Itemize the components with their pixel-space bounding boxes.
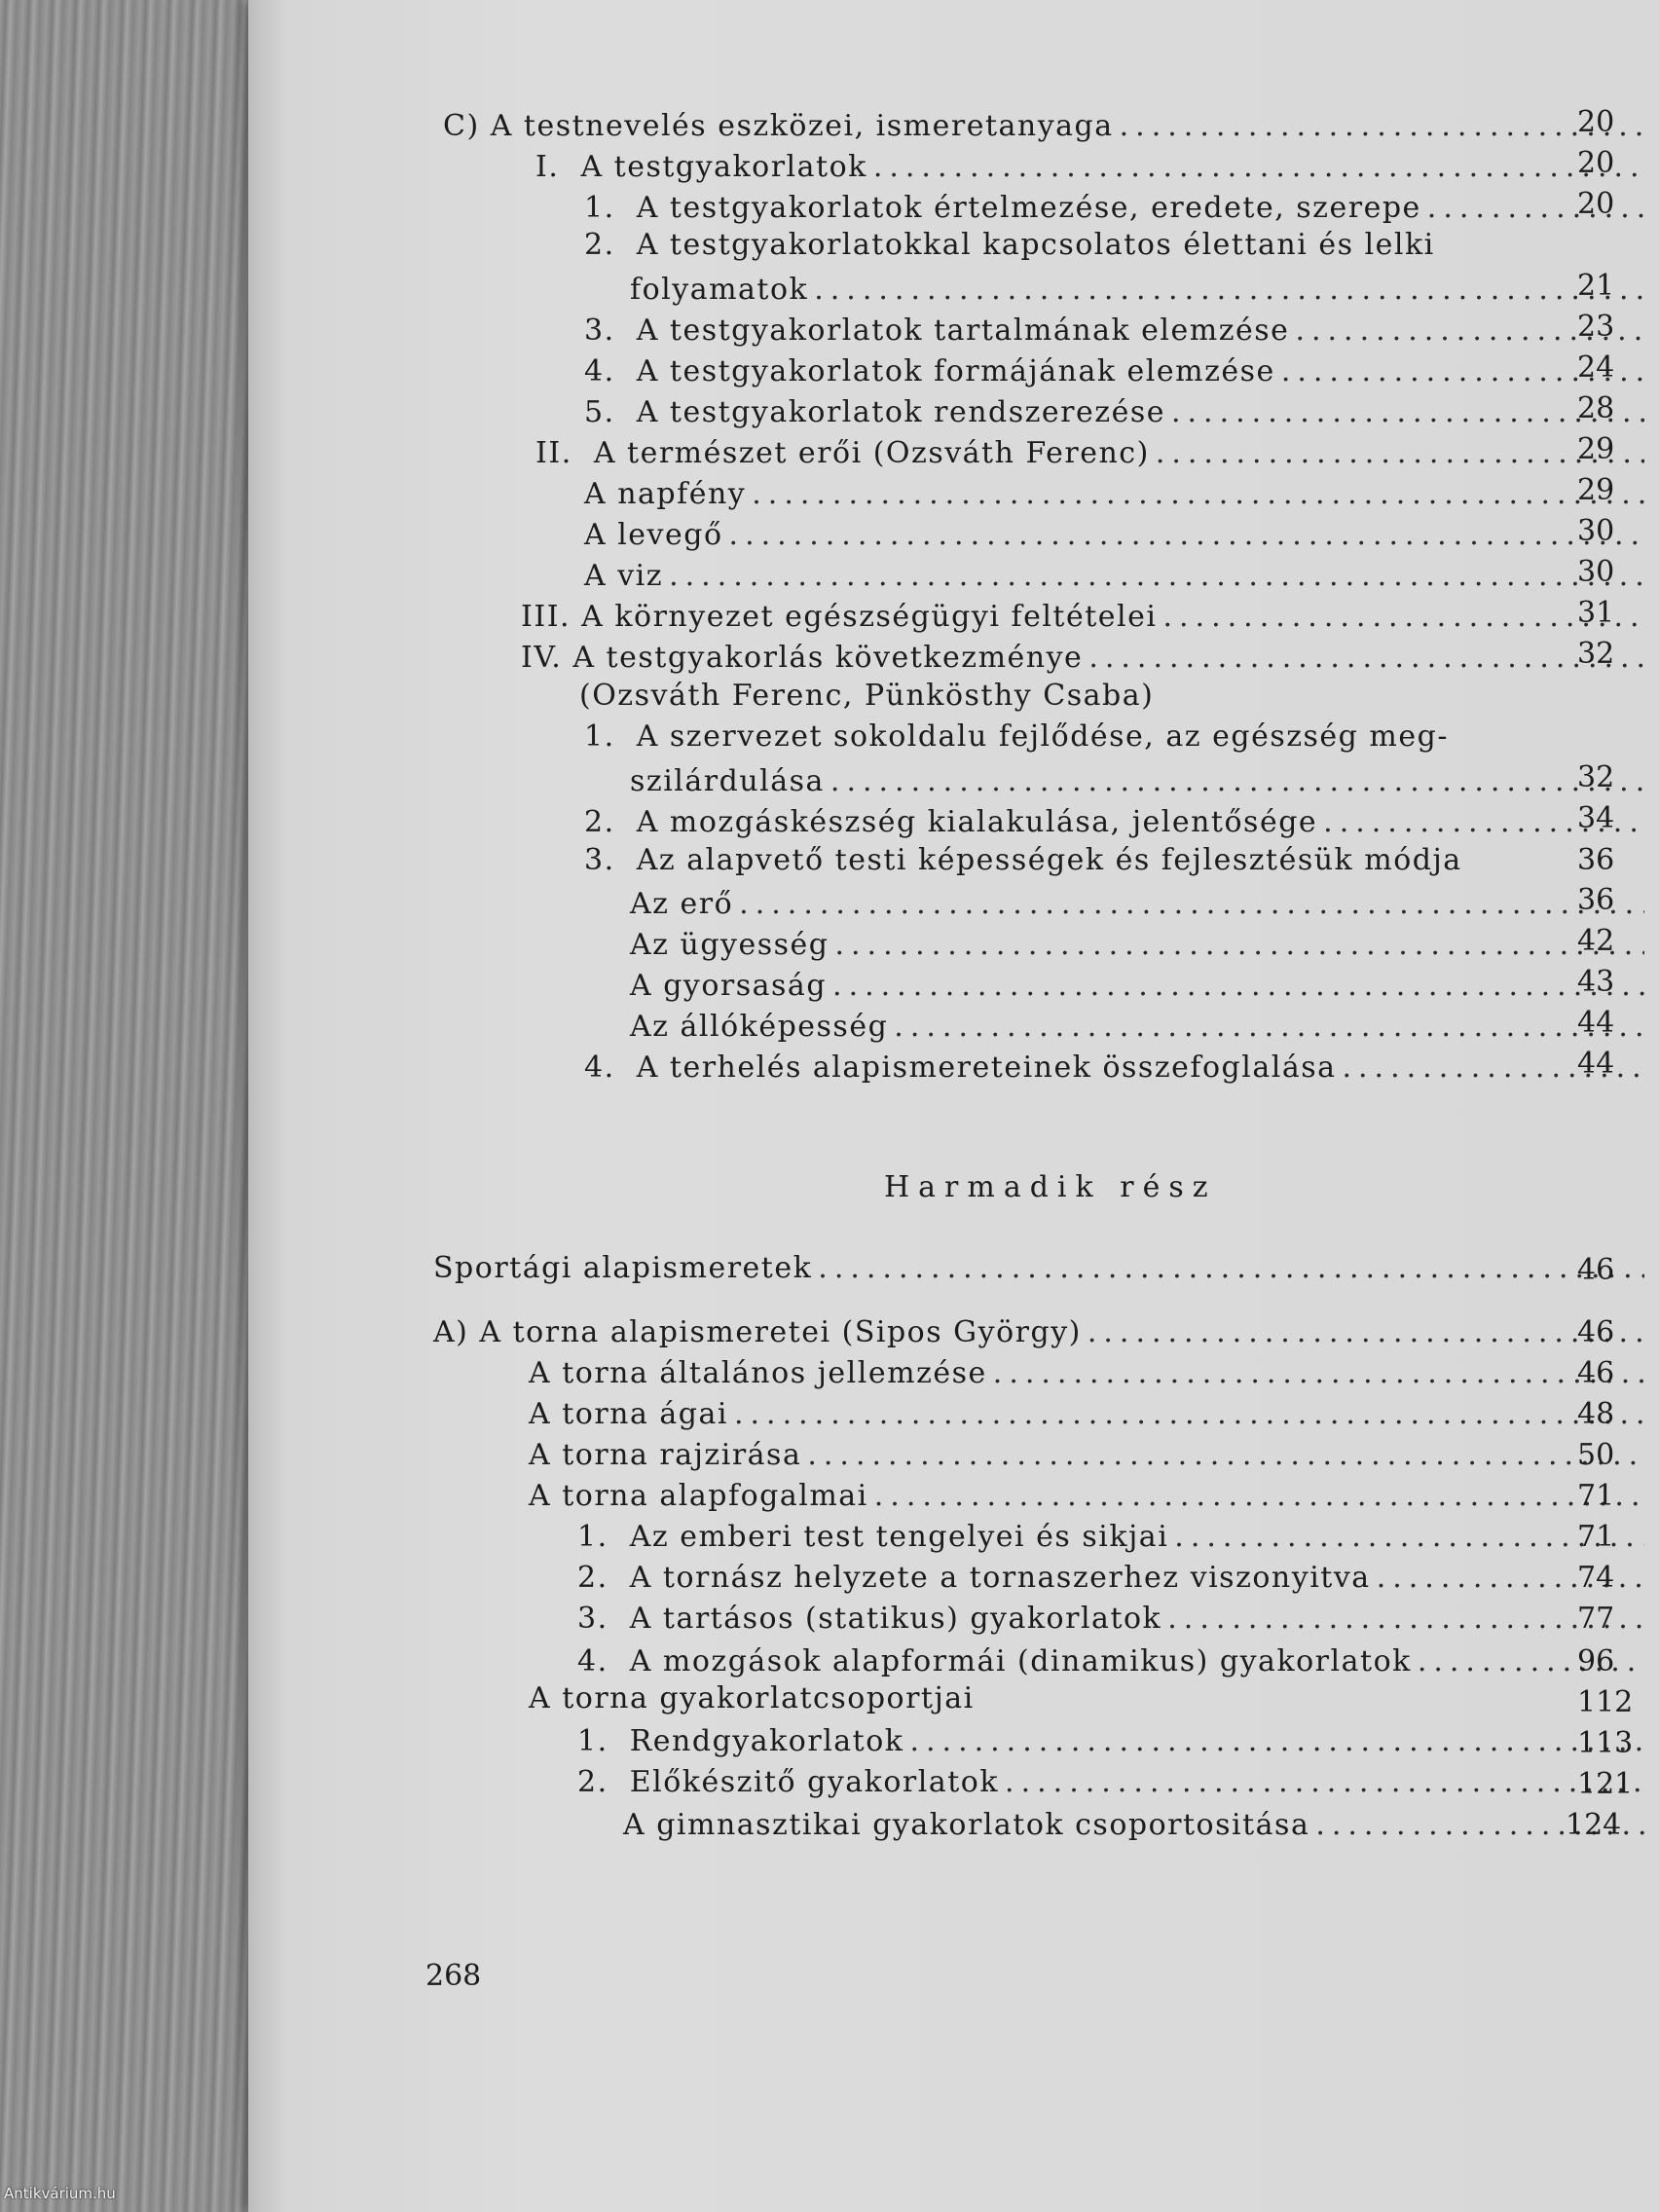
toc-page-number: 24: [1577, 350, 1615, 385]
toc-entry-number: 1.: [577, 1724, 608, 1758]
leader-dots: [1088, 641, 1644, 675]
toc-entry-number: A): [433, 1315, 469, 1349]
toc-page-number: 32: [1577, 637, 1615, 671]
toc-entry-title: A testgyakorlatok: [580, 150, 867, 184]
toc-entry-number: 3.: [584, 843, 615, 877]
toc-page-number: 36: [1577, 883, 1615, 917]
toc-entry: [529, 1351, 1650, 1390]
toc-page-number: 21: [1577, 269, 1615, 303]
toc-page-number: 50: [1577, 1438, 1615, 1472]
toc-entry-title: szilárdulása: [630, 764, 825, 798]
toc-entry: [630, 1005, 1650, 1044]
page-number: 268: [425, 1959, 482, 1993]
toc-entry-title: A gyorsaság: [630, 969, 828, 1003]
toc-entry-title: A terhelés alapismereteinek összefoglalása: [636, 1051, 1337, 1085]
toc-page-number: 44: [1577, 1006, 1615, 1040]
leader-dots: [752, 477, 1644, 511]
leader-dots: [909, 1724, 1644, 1758]
leader-dots: [814, 273, 1644, 307]
toc-page-number: 42: [1577, 924, 1615, 958]
toc-page-number: 29: [1577, 473, 1615, 507]
toc-page-number: 77: [1577, 1602, 1615, 1636]
leader-dots: [1167, 1602, 1644, 1636]
toc-entry: [630, 759, 1650, 798]
toc-entry-title: A testgyakorlatok formájának elemzése: [636, 354, 1275, 388]
leader-dots: [830, 764, 1644, 798]
toc-page-number: 31: [1577, 596, 1615, 630]
toc-page-number: 71: [1577, 1520, 1615, 1554]
toc-page-number: 34: [1577, 801, 1615, 835]
leader-dots: [1162, 600, 1644, 634]
toc-entry-number: 4.: [577, 1644, 608, 1678]
toc-entry: [577, 1760, 1650, 1799]
table-background: [0, 0, 263, 2212]
toc-entry-title: Az ügyesség: [630, 928, 830, 962]
toc-entry-title: A torna gyakorlatcsoportjai: [529, 1681, 975, 1715]
toc-entry: [577, 1556, 1650, 1595]
toc-entry: [584, 472, 1650, 511]
toc-page-number: 23: [1577, 310, 1615, 344]
leader-dots: [807, 1438, 1644, 1472]
leader-dots: [1120, 109, 1644, 143]
toc-entry-number: 3.: [584, 313, 615, 348]
toc-entry: [630, 923, 1650, 962]
part-heading: Harmadik rész: [884, 1170, 1217, 1204]
toc-entry-title: folyamatok: [630, 273, 809, 307]
toc-entry-number: 4.: [584, 1051, 615, 1085]
toc-page-number: 112: [1577, 1685, 1634, 1719]
leader-dots: [669, 559, 1644, 593]
leader-dots: [818, 1251, 1644, 1285]
toc-entry-title: A torna alapfogalmai: [529, 1479, 868, 1513]
toc-entry-title: A torna rajzirása: [529, 1438, 802, 1472]
toc-entry: [584, 554, 1650, 593]
book-page: [248, 0, 1659, 2212]
toc-entry: [521, 595, 1650, 634]
toc-page-number: 30: [1577, 514, 1615, 548]
toc-entry-number: I.: [535, 150, 560, 184]
toc-entry: [577, 1515, 1650, 1554]
toc-entry-authors: (Ozsváth Ferenc, Pünkösthy Csaba): [579, 679, 1155, 713]
toc-entry: [623, 1803, 1650, 1842]
toc-entry-number: 4.: [584, 354, 615, 388]
toc-page-number: 28: [1577, 391, 1615, 425]
toc-entry-title: A testnevelés eszközei, ismeretanyaga: [490, 109, 1114, 143]
toc-page-number: 46: [1577, 1315, 1615, 1349]
toc-entry: [630, 268, 1650, 307]
toc-page-number: 113: [1577, 1726, 1634, 1760]
toc-entry-number: 1.: [577, 1520, 608, 1554]
toc-entry: [584, 350, 1650, 388]
toc-entry: [535, 431, 1650, 470]
leader-dots: [894, 1010, 1644, 1044]
toc-entry-title: A testgyakorlatok értelmezése, eredete, szerepe: [636, 191, 1421, 225]
toc-page-number: 74: [1577, 1561, 1615, 1595]
leader-dots: [1174, 1520, 1644, 1554]
watermark: Antikvárium.hu: [4, 2185, 116, 2202]
toc-entry-title: Előkészitő gyakorlatok: [629, 1765, 1000, 1799]
toc-entry-title: A napfény: [584, 477, 747, 511]
leader-dots: [739, 887, 1644, 921]
toc-entry-title: A testgyakorlatokkal kapcsolatos élettani és lelki: [636, 228, 1435, 262]
toc-entry: [584, 719, 1449, 754]
toc-entry-title: A testgyakorlás következménye: [572, 641, 1084, 675]
toc-entry: [529, 1474, 1650, 1513]
toc-entry: [584, 513, 1650, 552]
leader-dots: [1156, 436, 1644, 470]
toc-entry-title: A tartásos (statikus) gyakorlatok: [629, 1602, 1162, 1636]
toc-entry-number: 1.: [584, 719, 615, 754]
toc-page-number: 121: [1577, 1767, 1634, 1801]
toc-entry-title: Az állóképesség: [630, 1010, 889, 1044]
toc-entry-title: Az erő: [630, 887, 734, 921]
toc-entry-title: A torna általános jellemzése: [529, 1356, 987, 1390]
toc-entry: [630, 882, 1650, 921]
toc-entry: [577, 1597, 1650, 1636]
toc-page-number: 32: [1577, 760, 1615, 794]
toc-entry-number: 2.: [584, 805, 615, 839]
toc-entry: [577, 1640, 1650, 1678]
toc-page-number: 46: [1577, 1356, 1615, 1390]
toc-entry-number: III.: [521, 600, 571, 634]
toc-entry: [584, 843, 1462, 877]
toc-entry-title: A mozgáskészség kialakulása, jelentősége: [636, 805, 1318, 839]
leader-dots: [832, 969, 1644, 1003]
toc-entry-title: A gimnasztikai gyakorlatok csoportositása: [623, 1808, 1310, 1842]
toc-page-number: 96: [1577, 1644, 1615, 1678]
toc-entry: [433, 1310, 1650, 1349]
toc-entry-number: 2.: [577, 1561, 608, 1595]
toc-entry-title: Rendgyakorlatok: [629, 1724, 904, 1758]
toc-entry: [535, 145, 1650, 184]
toc-page-number: 124: [1566, 1808, 1622, 1842]
leader-dots: [1088, 1315, 1644, 1349]
toc-entry-title: A testgyakorlatok rendszerezése: [636, 395, 1165, 429]
toc-page-number: 30: [1577, 555, 1615, 589]
toc-entry: [584, 186, 1650, 225]
toc-entry-title: Sportági alapismeretek: [433, 1251, 813, 1285]
toc-entry-number: 3.: [577, 1602, 608, 1636]
toc-page-number: 20: [1577, 146, 1615, 180]
leader-dots: [993, 1356, 1644, 1390]
toc-entry-title: A levegő: [584, 518, 723, 552]
toc-entry: [529, 1392, 1650, 1431]
toc-page-number: 48: [1577, 1397, 1615, 1431]
toc-page-number: 29: [1577, 432, 1615, 466]
toc-page-number: 36: [1577, 843, 1615, 877]
toc-page-number: 71: [1577, 1479, 1615, 1513]
toc-page-number: 43: [1577, 965, 1615, 999]
toc-entry-number: 1.: [584, 191, 615, 225]
leader-dots: [874, 1479, 1644, 1513]
leader-dots: [834, 928, 1644, 962]
toc-entry-title: Az emberi test tengelyei és sikjai: [629, 1520, 1169, 1554]
toc-entry-title: A torna alapismeretei (Sipos György): [479, 1315, 1082, 1349]
toc-entry: [584, 390, 1650, 429]
toc-entry: [584, 800, 1650, 839]
leader-dots: [1005, 1765, 1644, 1799]
toc-entry-number: IV.: [521, 641, 563, 675]
toc-entry: [443, 104, 1650, 143]
toc-entry-title: A mozgások alapformái (dinamikus) gyakorlatok: [629, 1644, 1412, 1678]
toc-entry-number: C): [443, 109, 480, 143]
toc-page-number: 46: [1577, 1253, 1615, 1287]
toc-entry-title: A torna ágai: [529, 1397, 728, 1431]
toc-entry-title: A testgyakorlatok tartalmának elemzése: [636, 313, 1290, 348]
toc-page-number: 44: [1577, 1047, 1615, 1081]
toc-entry: [584, 309, 1650, 348]
toc-entry-number: 2.: [577, 1765, 608, 1799]
toc-entry: [529, 1433, 1650, 1472]
toc-entry-number: II.: [535, 436, 572, 470]
toc-entry-title: A viz: [584, 559, 664, 593]
toc-entry: [584, 228, 1435, 262]
toc-entry-number: 2.: [584, 228, 615, 262]
leader-dots: [729, 518, 1644, 552]
toc-entry-title: A természet erői (Ozsváth Ferenc): [593, 436, 1150, 470]
toc-entry-title: Az alapvető testi képességek és fejlesztésük módja: [636, 843, 1462, 877]
leader-dots: [873, 150, 1644, 184]
toc-entry-title: A szervezet sokoldalu fejlődése, az egészség meg-: [636, 719, 1449, 754]
toc-entry: [577, 1719, 1650, 1758]
toc-entry: [521, 636, 1650, 675]
leader-dots: [734, 1397, 1644, 1431]
toc-page-number: 20: [1577, 187, 1615, 221]
toc-entry-number: 5.: [584, 395, 615, 429]
leader-dots: [1171, 395, 1644, 429]
toc-page-number: 20: [1577, 105, 1615, 139]
toc-entry-title: A tornász helyzete a tornaszerhez viszonyitva: [629, 1561, 1371, 1595]
toc-entry: [433, 1246, 1650, 1285]
toc-entry-title: A környezet egészségügyi feltételei: [581, 600, 1158, 634]
toc-entry: [584, 1046, 1650, 1085]
toc-entry: [630, 964, 1650, 1003]
